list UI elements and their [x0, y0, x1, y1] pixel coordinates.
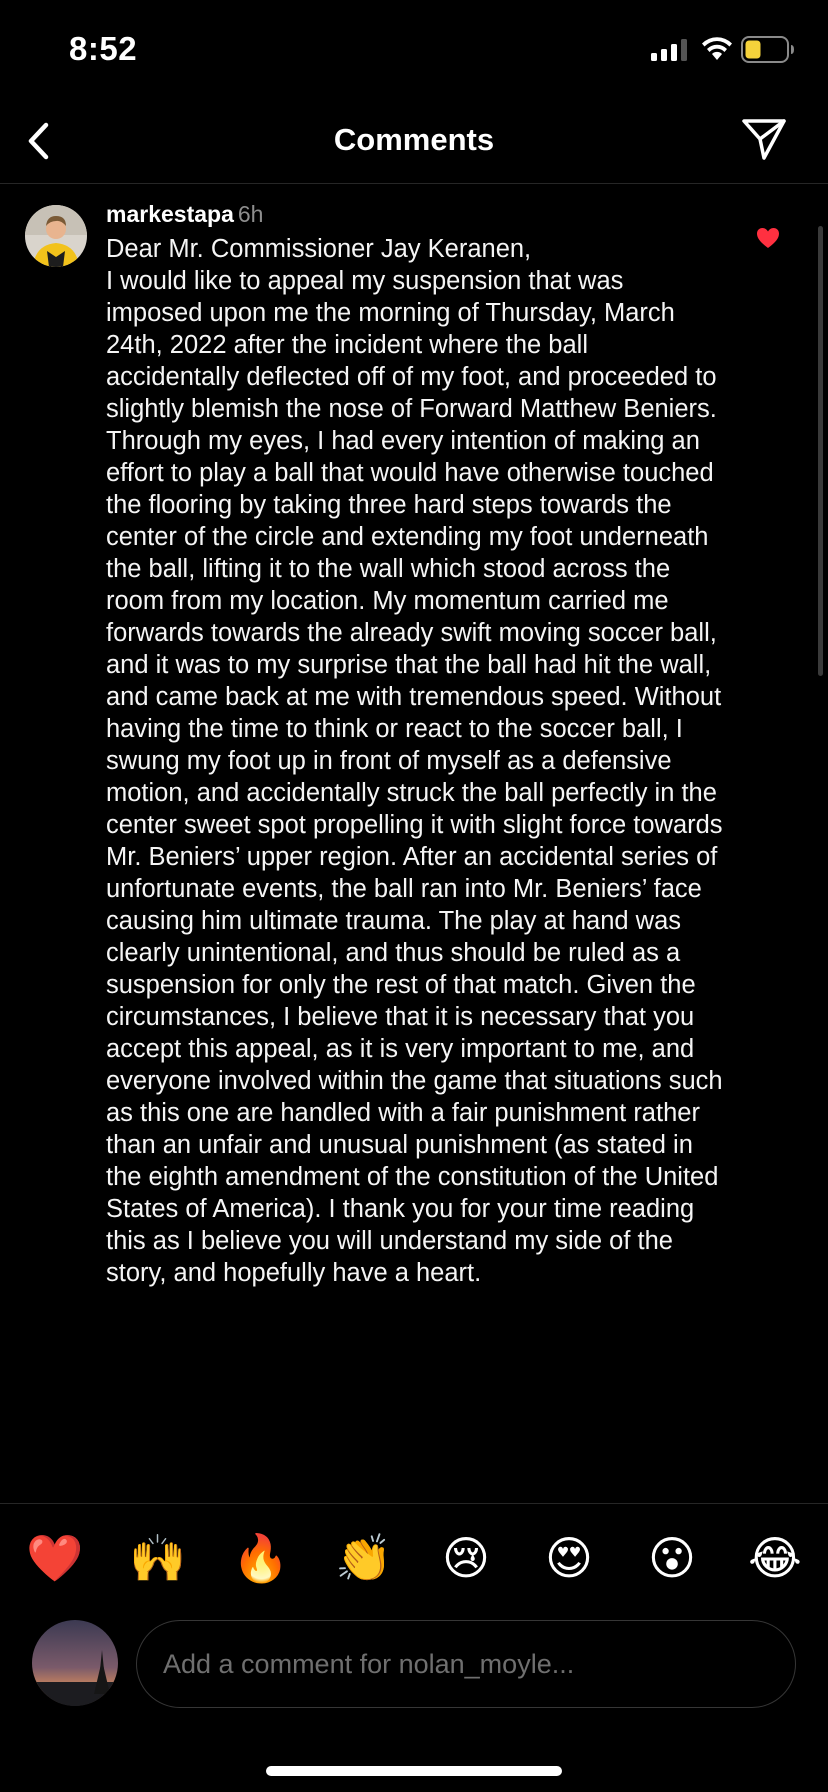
- comment-body: [106, 199, 726, 1289]
- comment-input[interactable]: [136, 1620, 796, 1708]
- current-user-avatar: [32, 1620, 118, 1706]
- fire-emoji-icon[interactable]: 🔥: [232, 1532, 290, 1584]
- comment: [0, 185, 828, 1500]
- quick-reactions-bar: [0, 1503, 828, 1613]
- tears-of-joy-emoji-icon[interactable]: 😂: [748, 1532, 802, 1584]
- raised-hands-emoji-icon[interactable]: 🙌: [129, 1532, 187, 1584]
- like-heart-icon[interactable]: [756, 227, 780, 249]
- battery-icon: [741, 36, 795, 63]
- status-time: 8:52: [69, 30, 138, 67]
- scrollbar[interactable]: [818, 226, 823, 676]
- home-indicator[interactable]: [266, 1766, 562, 1776]
- comment-text: Dear Mr. Commissioner Jay Keranen, I would like to appeal my suspension that was imposed upon me the morning of Thursday, March 24th, 2022 after the incident where the ball accidentally deflected off of my foot, and proceeded to slightly blemish the nose of Forward Matthew Beniers. Through my eyes, I had every intention of making an effort to play a ball that would have otherwise touched the flooring by taking three hard steps towards the center of the circle and extending my foot underneath the ball, lifting it to the wall which stood across the room from my location. My momentum carried me forwards towards the already swift moving soccer ball, and it was to my surprise that the ball had hit the wall, and came back at me with tremendous speed. Without having the time to think or react to the soccer ball, I swung my foot up in front of myself as a defensive motion, and accidentally struck the ball perfectly in the center sweet spot propelling it with slight force towards Mr. Beniers’ upper region. After an accidental series of unfortunate events, the ball ran into Mr. Beniers’ face causing him ultimate trauma. The play at hand was clearly unintentional, and thus should be ruled as a suspension for only the rest of that match. Given the circumstances, I believe that it is necessary that you accept this appeal, as it is very important to me, and everyone involved within the game that situations such as this one are handled with a fair punishment rather than an unfair and unusual punishment (as stated in the eighth amendment of the constitution of the United States of America). I thank you for your time reading this as I believe you will understand my side of the story, and hopefully have a heart.: [106, 235, 723, 1287]
- cellular-signal-icon: [651, 39, 689, 61]
- comment-meta: [106, 199, 726, 229]
- wifi-icon: [700, 35, 734, 61]
- status-bar: [0, 0, 828, 100]
- surprised-face-emoji-icon[interactable]: 😮: [648, 1532, 696, 1584]
- clapping-hands-emoji-icon[interactable]: 👏: [335, 1532, 393, 1584]
- header: [0, 100, 828, 184]
- crying-face-emoji-icon[interactable]: 😢: [442, 1532, 490, 1584]
- page-title: Comments: [333, 122, 495, 157]
- send-paper-plane-icon[interactable]: [740, 116, 788, 162]
- heart-emoji-icon[interactable]: ❤️: [26, 1532, 84, 1584]
- comment-composer: [0, 1612, 828, 1722]
- battery-level: [746, 41, 761, 59]
- comment-timestamp: 6h: [237, 201, 264, 227]
- heart-eyes-emoji-icon[interactable]: 😍: [545, 1532, 593, 1584]
- commenter-avatar[interactable]: [25, 205, 87, 267]
- commenter-username[interactable]: markestapa: [106, 201, 234, 227]
